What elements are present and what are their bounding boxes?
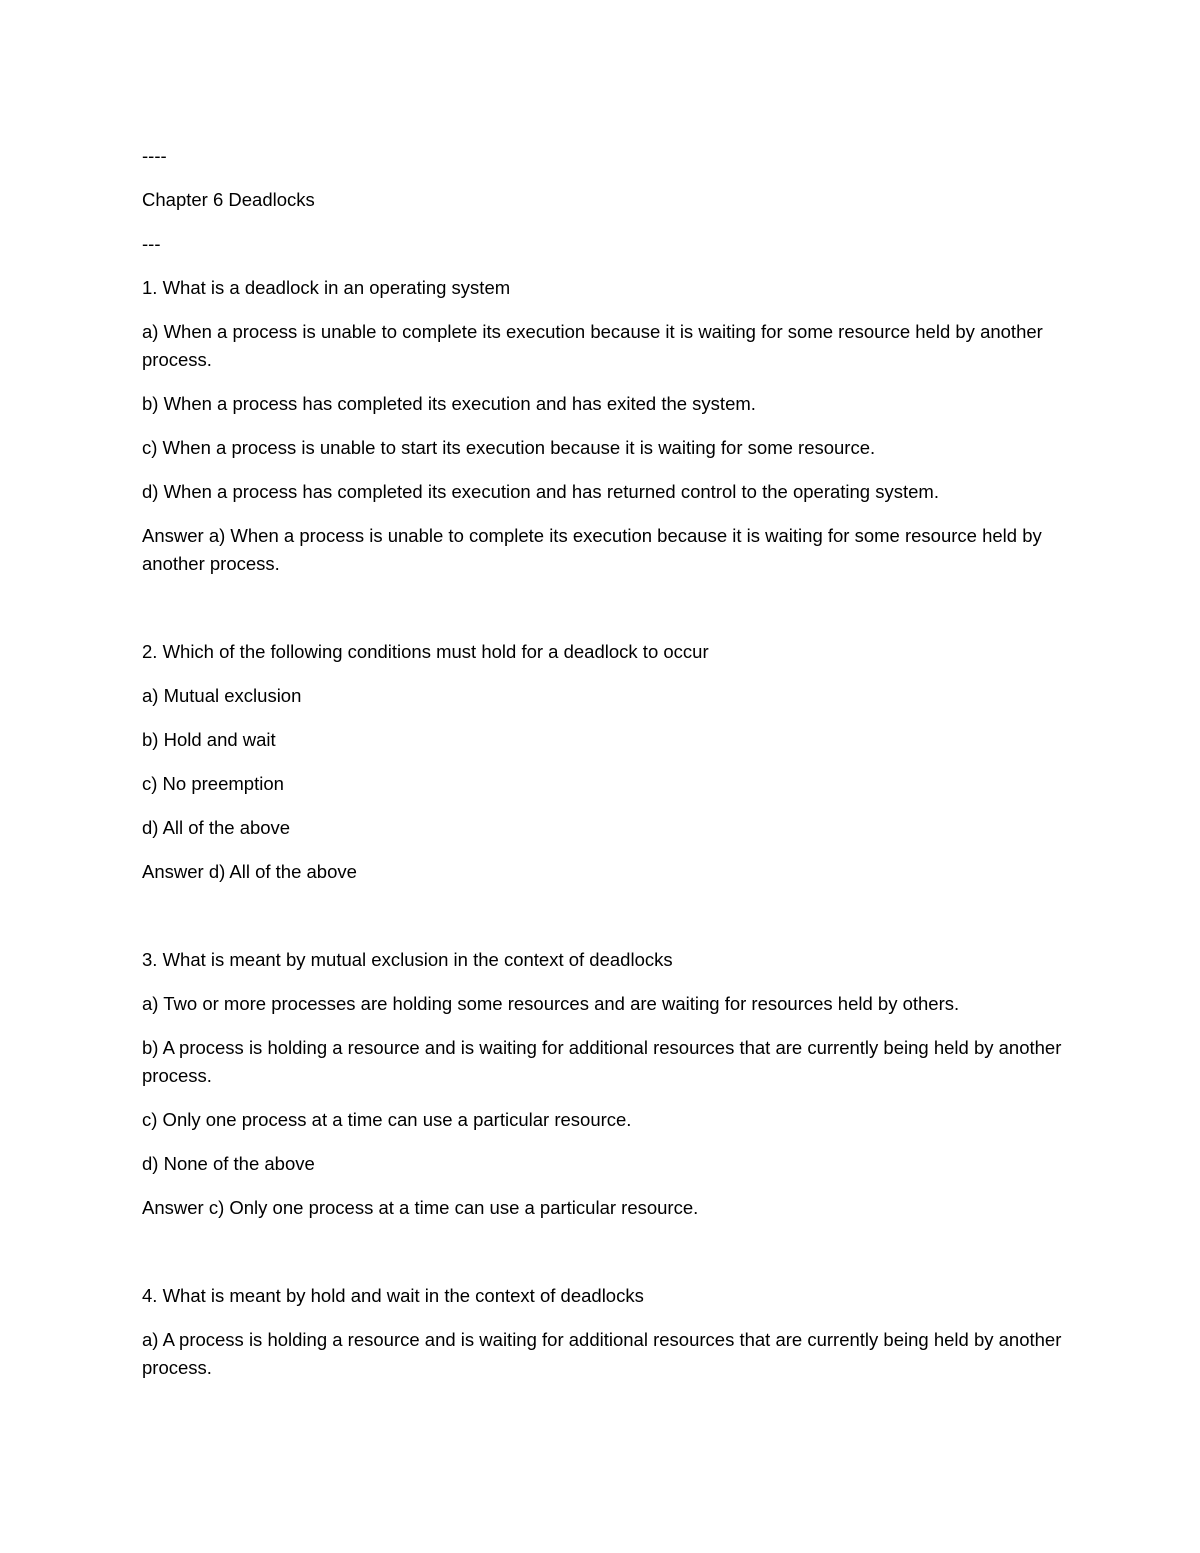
option-b: b) Hold and wait	[142, 729, 276, 750]
answer-text: Answer c) Only one process at a time can use a particular resource.	[142, 1197, 699, 1218]
top-rule: ----	[142, 145, 167, 166]
option-d: d) None of the above	[142, 1153, 315, 1174]
question-text: 2. Which of the following conditions must hold for a deadlock to occur	[142, 641, 709, 662]
question-text: 1. What is a deadlock in an operating system	[142, 277, 511, 298]
option-a: a) Mutual exclusion	[142, 685, 302, 706]
question-block	[142, 1282, 1067, 1382]
option-a: a) When a process is unable to complete its execution because it is waiting for some resource held by another process.	[142, 321, 1048, 370]
option-d: d) When a process has completed its execution and has returned control to the operating system.	[142, 481, 939, 502]
spacer	[142, 1238, 1062, 1282]
answer-text: Answer d) All of the above	[142, 861, 357, 882]
question-text: 4. What is meant by hold and wait in the context of deadlocks	[142, 1285, 644, 1306]
option-c: c) Only one process at a time can use a particular resource.	[142, 1109, 632, 1130]
option-a: a) A process is holding a resource and is waiting for additional resources that are currently being held by another process.	[142, 1329, 1067, 1378]
question-block	[142, 274, 1062, 578]
spacer	[142, 902, 1062, 946]
question-block	[142, 638, 1062, 886]
option-c: c) When a process is unable to start its execution because it is waiting for some resource.	[142, 437, 876, 458]
option-d: d) All of the above	[142, 817, 291, 838]
option-a: a) Two or more processes are holding some resources and are waiting for resources held by others.	[142, 993, 960, 1014]
option-c: c) No preemption	[142, 773, 284, 794]
chapter-title: Chapter 6 Deadlocks	[142, 189, 315, 210]
spacer	[142, 594, 1062, 638]
document-content	[142, 142, 1067, 1398]
question-text: 3. What is meant by mutual exclusion in the context of deadlocks	[142, 949, 673, 970]
sub-rule: ---	[142, 233, 161, 254]
answer-text: Answer a) When a process is unable to complete its execution because it is waiting for some resource held by another process.	[142, 525, 1047, 574]
question-block	[142, 946, 1067, 1222]
option-b: b) A process is holding a resource and is waiting for additional resources that are currently being held by another process.	[142, 1037, 1067, 1086]
option-b: b) When a process has completed its execution and has exited the system.	[142, 393, 756, 414]
